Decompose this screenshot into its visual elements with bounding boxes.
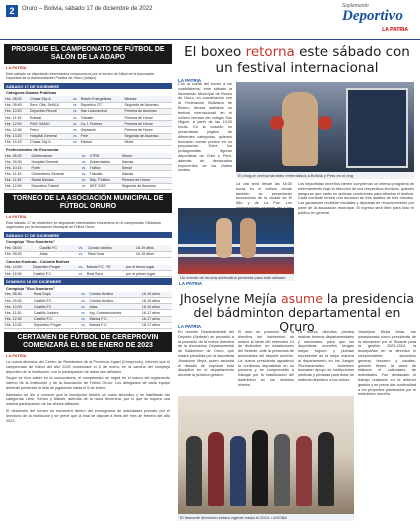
versus: vs. <box>71 139 80 145</box>
match-time: Hrs. 14:00 <box>4 265 32 271</box>
badminton-article <box>178 292 416 526</box>
home-team: Castillo FC <box>33 297 78 303</box>
match-time: Hrs. 08:30 <box>4 292 33 298</box>
away-team: Deportivo G7 <box>80 102 124 108</box>
versus: vs. <box>79 171 88 177</box>
match-category: Damas <box>121 159 172 165</box>
boxing-col4: Los deportistas orureños vienen cumpliendo un intenso programa de entrenamiento bajo la dirección de sus respectivos técnicos, quienes aseguran que están en óptimas condiciones para afrontar el festival. Cada combate tendrá una duración de tres asaltos de tres minutos. Los ganadores recibirán medallas y diplomas de reconocimiento por parte de la asociación municipal. El ingreso será libre para todo el público en general. <box>298 182 414 215</box>
logo-main: Deportivo <box>342 8 403 24</box>
boxing-photo-2-caption: Un evento de mucha adrenalina presenta para este sábado <box>178 274 294 281</box>
away-team: San Ludovicohol <box>80 108 124 114</box>
person-figure <box>274 434 290 506</box>
section2-category1: Complejo "Eco Nombres" <box>6 239 55 245</box>
match-category: Mirador <box>123 96 172 102</box>
match-category: Sénior <box>121 165 172 171</box>
versus: vs. <box>78 310 88 316</box>
match-category: Primera de Honor <box>123 121 172 127</box>
page-header <box>0 0 420 40</box>
person-figure <box>318 432 334 506</box>
away-team: Real Sora <box>87 251 135 257</box>
section2-category2: Cancha Kantuta - Colonia Bolívar <box>6 258 70 264</box>
badminton-col3: La nueva directiva plantea realizar torneos departamentales y nacionales, para que los deportistas orureños tengan mayor fogueo y puedan representar de la mejor manera al departamento en los Juegos Plurinacionales. Asimismo buscarán apoyo de instituciones públicas y privadas para dotar de material deportivo a los clubes. <box>298 330 354 382</box>
match-time: Hrs. 10:30 <box>4 304 33 310</box>
section3-paragraph: El desarrollo del torneo se encuentra dentro del cronograma de actividades previsto por el directorio de la institución y se prevé que la final se dispute a fines del mes de febrero del año 2023. <box>6 409 170 423</box>
match-category: Primera de Honor <box>121 177 172 183</box>
versus: vs. <box>76 265 86 271</box>
boxing-article <box>178 44 416 286</box>
match-time: Hrs. 12:45 <box>4 183 30 189</box>
headline-part: El boxeo <box>184 44 246 60</box>
person-figure <box>186 436 202 506</box>
match-time: Hrs. 08:30 <box>4 96 29 102</box>
section3-paragraph: Según se hizo saber en la convocatoria, el campeonato se regirá en el marco del reglamento interno de la institución y de la Asociación de Fútbol Oruro. Los delegados de cada equipo deberán presentar la lista de jugadores hasta el 5 de enero. <box>6 376 170 390</box>
match-category: Segunda de Ascenso <box>123 102 172 108</box>
table-row <box>4 251 172 257</box>
home-team: Cementerio General <box>30 171 79 177</box>
badminton-col1: En reunión Departamental del Deporte (Sedede) se procedió a la posesión de la nueva directiva de la Asociación Departamental de Bádminton de Oruro, que estará presidida por la deportista Jhoselyne Mejía, quien asumirá el desafío de impulsar esta disciplina en el departamento durante la próxima gestión. <box>178 330 234 378</box>
person-figure <box>230 436 246 506</box>
match-category: Primera de Ascenso <box>123 108 172 114</box>
match-time: Hrs. 12:00 <box>4 121 29 127</box>
section1-intro: Este sábado se disputarán interesantes compromisos por el torneo de fútbol de la Asociación Deportiva de la Administración Pública de Oruro (Adapo). <box>6 72 155 81</box>
away-team: Edesal <box>80 139 124 145</box>
boxing-photo-1 <box>236 82 414 172</box>
home-team: Castillo F.C. <box>32 271 76 277</box>
match-time: Hrs. 10:20 <box>4 108 29 114</box>
away-team: Atlas <box>88 304 140 310</box>
supplement-logo <box>342 3 408 37</box>
away-team: UKF CNS <box>89 183 121 189</box>
ring-rope <box>178 244 294 247</box>
match-category: Sénior <box>121 153 172 159</box>
versus: vs. <box>79 165 88 171</box>
away-team: VTRR <box>89 153 121 159</box>
match-time: Hrs. 08:00 <box>4 245 39 251</box>
away-team: Gobernación <box>89 159 121 165</box>
home-team: Deportivo Progre <box>32 265 76 271</box>
home-team: Edesal <box>29 114 71 120</box>
versus: vs. <box>71 114 80 120</box>
headline-part: la presidencia del bádminton departamental en Oruro <box>193 291 415 334</box>
match-time: Hrs. 11:15 <box>4 171 30 177</box>
home-team: Real Soyá <box>33 292 78 298</box>
match-category: por el primer lugar <box>125 271 172 277</box>
versus: vs. <box>76 271 86 277</box>
home-team: Chasa Sky A <box>29 139 71 145</box>
dateline: Oruro – Bolivia, sábado 17 de diciembre de 2022 <box>22 6 153 12</box>
match-time: Hrs. 11:30 <box>4 310 33 316</box>
section1-label: LA PATRIA <box>6 65 27 70</box>
versus: vs. <box>71 133 80 139</box>
versus: vs. <box>79 159 88 165</box>
table-row <box>4 183 172 189</box>
versus: vs. <box>75 251 87 257</box>
away-team: Ing. Construcciones <box>88 310 140 316</box>
match-time: Hrs. 09:30 <box>4 159 30 165</box>
versus: vs. <box>75 245 87 251</box>
match-category: Damas <box>121 171 172 177</box>
match-time: Hrs. 11:45 <box>4 177 30 183</box>
versus: vs. <box>78 292 88 298</box>
boxing-label: LA PATRIA <box>178 78 202 83</box>
versus: vs. <box>71 127 80 133</box>
badminton-photo <box>178 396 354 514</box>
boxing-photo-1-caption: El chogue central también enfrentados a Bolivia y Perú en el ring <box>236 172 414 179</box>
fixture-table <box>4 96 172 146</box>
section2-date2: DOMINGO 18 DE DICIEMBRE <box>4 278 172 285</box>
boxing-col3: La cita será desde las 18:30 horas en el coliseo donde también se presentarán boxeadores de la ciudad de El Alto y de La Paz. Los <box>236 182 292 206</box>
away-team: Tráfico <box>89 165 121 171</box>
versus: vs. <box>78 304 88 310</box>
headline-part: Jhoselyne Mejía <box>179 291 281 306</box>
away-team: Tránsito <box>89 171 121 177</box>
section2-intro: Este sábado 17 de diciembre se disputarán interesantes encuentros en el campeonato Oficialista organizado por la Asociación Municipal de Fútbol Oruro. <box>6 221 161 230</box>
home-team: Hospital General <box>29 133 71 139</box>
versus: vs. <box>71 108 80 114</box>
away-team: Cóndor Andino <box>87 245 135 251</box>
home-team: Hospital General <box>30 159 79 165</box>
match-time: Hrs. 15:30 <box>4 271 32 277</box>
section1-category2: Profesionales de Economía <box>6 146 59 152</box>
away-team: Cóndor Andino <box>88 297 140 303</box>
section3-paragraph: La nueva directiva del Centro de Residentes de la Provincia Ingavi (Cereprovin), informó que el campeonato de fútbol del año 2023 comenzará el 8 de enero, en la cancha del complejo deportivo de la institución, con la participación de todos sus afiliados. <box>6 359 170 374</box>
section3-paragraph: Asimismo se dio a conocer que la inscripción tendrá un costo simbólico y se habilitarán las categorías Libre, Sénior y Master, además de la rama femenina, por lo que se espera una masiva participación de los clubes afiliados. <box>6 392 170 407</box>
match-category: por el tercer lugar <box>125 265 172 271</box>
match-category: 16-19 años <box>141 304 172 310</box>
match-time: Hrs. 12:45 <box>4 127 29 133</box>
fixture-table <box>4 292 172 329</box>
away-team: Real Sora <box>86 271 125 277</box>
badminton-photo-caption: El flamante directorio estará vigente hasta el 2024. / ASOBA <box>178 514 354 521</box>
logo-superscript: Suplemento <box>342 3 369 9</box>
match-time: Hrs. 09:30 <box>4 297 33 303</box>
match-time: Hrs. 14:15 <box>4 139 29 145</box>
home-team: Deportivo Recuit <box>29 108 71 114</box>
home-team: Atlas <box>39 251 75 257</box>
versus: vs. <box>78 297 88 303</box>
section2-label: LA PATRIA <box>6 214 27 220</box>
home-team: Castillo FC <box>33 304 78 310</box>
banner <box>346 88 408 168</box>
ring-rope <box>178 254 294 257</box>
table-row <box>4 139 172 145</box>
versus: vs. <box>79 153 88 159</box>
boxing-headline <box>178 44 416 76</box>
person-figure <box>208 432 224 506</box>
away-team: Co.J. Fuertes <box>80 121 124 127</box>
away-team: Marcia F.C. "B" <box>86 265 125 271</box>
page-number: 2 <box>6 5 18 17</box>
headline-accent: retorna <box>245 44 295 60</box>
away-team: Marcia F.C. <box>88 316 140 322</box>
badminton-headline <box>178 292 416 334</box>
section2-title: TORNEO DE LA ASOCIACIÓN MUNICIPAL DE FÚTBOL ORURO <box>4 193 172 213</box>
section1-category1: Categoría Damas Públicas <box>6 90 57 96</box>
match-time: Hrs. 11:15 <box>4 114 29 120</box>
table-row <box>4 322 172 328</box>
versus: vs. <box>71 121 80 127</box>
away-team: Cóndor Andino <box>88 292 140 298</box>
section3-label: LA PATRIA <box>6 352 27 358</box>
match-time: Hrs. 13:30 <box>4 322 33 328</box>
match-category: Mixta <box>123 139 172 145</box>
match-category: 16-19 años <box>135 245 172 251</box>
boxing-glove-icon <box>270 116 284 130</box>
home-team: Deportivo Tránsit <box>30 183 79 189</box>
versus: vs. <box>79 177 88 183</box>
match-time: Hrs. 10:15 <box>4 165 30 171</box>
match-time: Hrs. 09:40 <box>4 102 29 108</box>
versus: vs. <box>78 316 88 322</box>
match-category: Segunda de Ascenso <box>121 183 172 189</box>
away-team: Marcia F.C. <box>88 322 140 328</box>
boxing-photo-2-label: LA PATRIA <box>179 281 203 286</box>
badminton-label: LA PATRIA <box>178 324 202 329</box>
away-team: Tránsito <box>80 114 124 120</box>
match-time: Hrs. 09:30 <box>4 251 39 257</box>
match-category: Primera de Honor <box>123 127 172 133</box>
home-team: Forte <box>30 165 79 171</box>
away-team: Dep. Público <box>89 177 121 183</box>
headline-accent: asume <box>280 291 323 306</box>
headline-part: este sábado con un festival internacional <box>215 44 410 76</box>
match-category: 16-17 años <box>141 316 172 322</box>
versus: vs. <box>79 183 88 189</box>
fixture-table <box>4 245 172 257</box>
home-team: Castillo F.C. <box>33 316 78 322</box>
boxing-photo-2 <box>178 208 294 274</box>
logo-sub: LA PATRIA <box>382 27 408 33</box>
fixture-table <box>4 153 172 190</box>
boxer-figure <box>282 92 318 166</box>
match-category: 16-17 años <box>141 322 172 328</box>
match-category: 16-19 años <box>135 251 172 257</box>
versus: vs. <box>71 102 80 108</box>
badminton-col4: Jhoselyne Mejía Arias, fue posesionada como presidenta de la asociación por el Sedede para la gestión 2023-2024, la acompañan en la directiva el vicepresidente, secretario general, tesorero y vocales, quienes tienen la tarea de elaborar el calendario de actividades. Fue destacado el trabajo realizado en la anterior gestión y se prevé dar continuidad a los proyectos planteados por el bádminton orureño. <box>358 330 416 397</box>
section1-date: SÁBADO 17 DE DICIEMBRE <box>4 83 172 90</box>
match-time: Hrs. 08:30 <box>4 153 30 159</box>
person-figure <box>252 430 268 506</box>
boxing-col1: Con la vuelta del boxeo a los cuadriláteros, este sábado la Asociación Municipal de Boxeo de Oruro, en coordinación con la Federación Boliviana de Boxeo, llevará adelante un festival internacional en el coliseo cerrado del colegio San Miguel, a partir de las 19:00 horas. En la ocasión se presentarán púgiles de diferentes categorías, quienes buscarán sumar puntos en su preparación. Entre los protagonistas figuran deportistas de Chile y Perú, además de destacados exponentes de los clubes locales. <box>178 82 232 173</box>
section2-category3: Complejo "Eco Nombres" <box>6 285 55 291</box>
section3-title: CERTAMEN DE FÚTBOL DE CEREPROVIN COMENZARÁ EL 8 DE ENERO DE 2023 <box>4 332 172 352</box>
home-team: Deportivo Progre <box>33 322 78 328</box>
home-team: Chasa Sky A <box>29 96 71 102</box>
section2-date: SÁBADO 17 DE DICIEMBRE <box>4 232 172 239</box>
person-figure <box>296 436 312 506</box>
match-category: 16-19 años <box>141 292 172 298</box>
versus: vs. <box>71 96 80 102</box>
home-team: Gobernación <box>30 153 79 159</box>
match-time: Hrs. 12:30 <box>4 316 33 322</box>
section1-title: PROSIGUE EL CAMPEONATO DE FÚTBOL DE SALÓN DE LA ADAPO <box>4 44 172 64</box>
versus: vs. <box>78 322 88 328</box>
fixture-table <box>4 265 172 277</box>
home-team: Serv. Ofis. SeNLA <box>29 102 71 108</box>
match-time: Hrs. 13:30 <box>4 133 29 139</box>
match-category: 16-17 años <box>141 310 172 316</box>
home-team: Felcv <box>29 127 71 133</box>
boxer-figure <box>240 218 256 258</box>
home-team: Castillo FC <box>39 245 75 251</box>
away-team: Free <box>80 133 124 139</box>
home-team: PMC SAMO <box>29 121 71 127</box>
match-category: 16-19 años <box>141 297 172 303</box>
left-column <box>4 44 172 424</box>
match-category: Primera de Honor <box>123 114 172 120</box>
away-team: Gepiarrat <box>80 127 124 133</box>
home-team: Santa Mónica <box>30 177 79 183</box>
away-team: Rubén Energéticas <box>80 96 124 102</box>
boxer-figure <box>216 218 232 258</box>
table-row <box>4 271 172 277</box>
badminton-col2: El acto de posesión de la directiva del bádminton se realizó la tarde del miércoles 14 de diciembre, en instalaciones del Sedede, ante la presencia de autoridades del deporte orureño. La nueva presidenta agradeció la confianza depositada en su persona y se comprometió a trabajar por la masificación del bádminton en los distintos niveles. <box>238 330 294 387</box>
match-category: Segunda de Ascenso <box>123 133 172 139</box>
boxing-glove-icon <box>318 116 332 130</box>
home-team: Castillo Juniors <box>33 310 78 316</box>
